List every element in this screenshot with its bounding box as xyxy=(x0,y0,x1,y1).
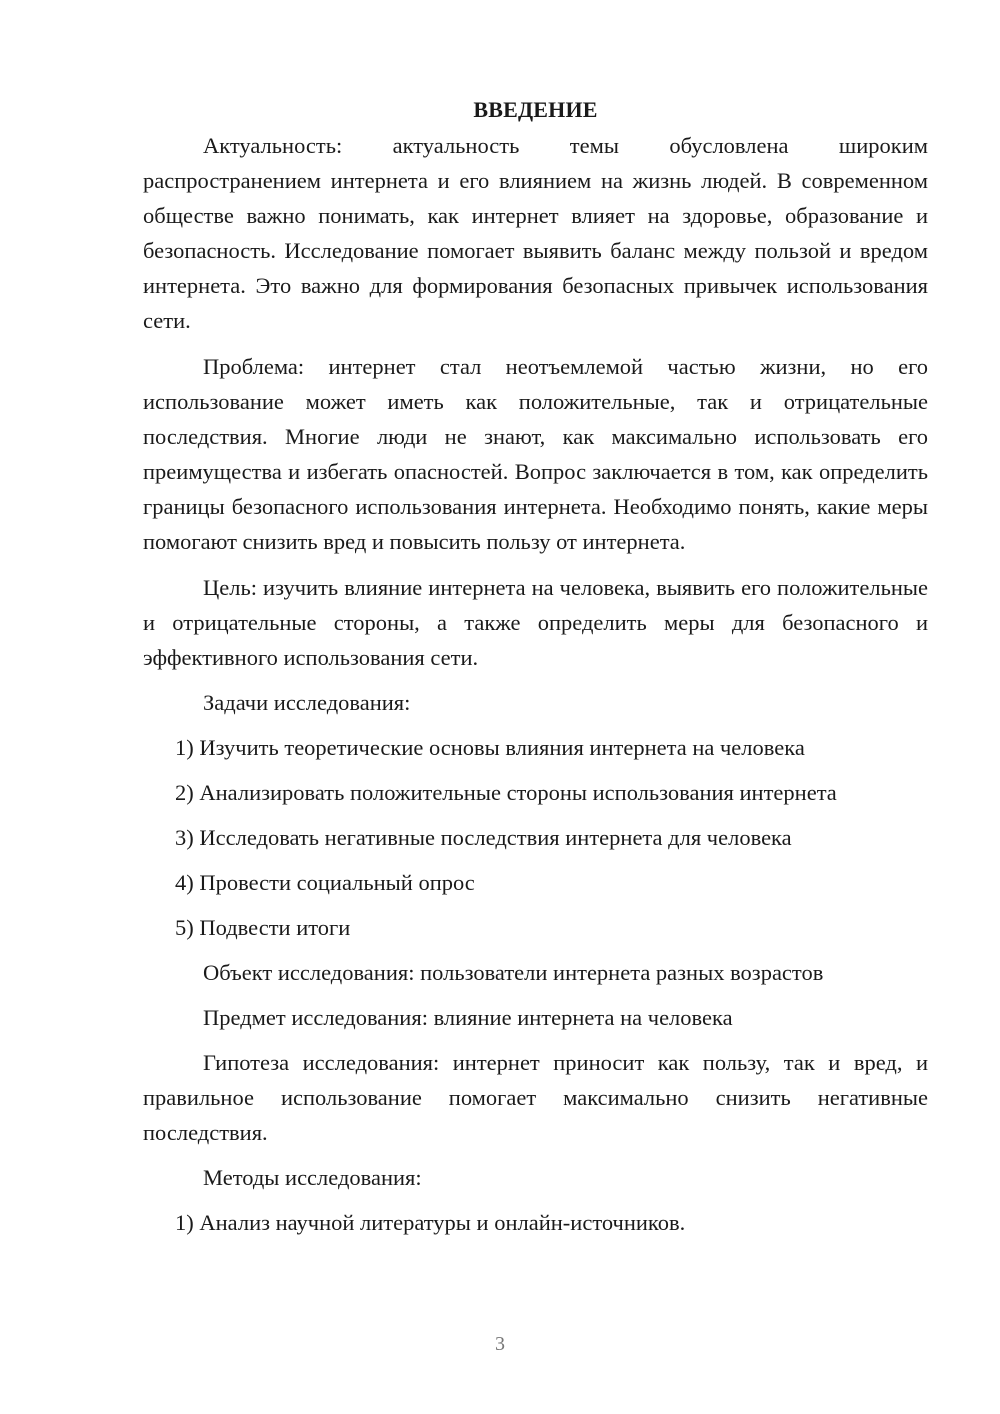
task-item: 2) Анализировать положительные стороны использования интернета xyxy=(175,780,837,805)
task-item: 1) Изучить теоретические основы влияния интернета на человека xyxy=(175,735,805,760)
hypothesis-paragraph: Гипотеза исследования: интернет приносит как пользу, так и вред, и правильное использование помогает максимально снизить негативные последствия. xyxy=(143,1050,928,1145)
tasks-heading: Задачи исследования: xyxy=(203,690,411,715)
relevance-paragraph: Актуальность: актуальность темы обусловлена широким распространением интернета и его влиянием на жизнь людей. В современном обществе важно понимать, как интернет влияет на здоровье, образование и безопасность. Исследование помогает выявить баланс между пользой и вредом интернета. Это важно для формирования безопасных привычек использования сети. xyxy=(143,133,928,333)
object-line: Объект исследования: пользователи интернета разных возрастов xyxy=(203,960,824,985)
goal-paragraph: Цель: изучить влияние интернета на человека, выявить его положительные и отрицательные стороны, а также определить меры для безопасного и эффективного использования сети. xyxy=(143,575,928,670)
task-item: 3) Исследовать негативные последствия интернета для человека xyxy=(175,825,792,850)
section-title: ВВЕДЕНИЕ xyxy=(473,97,598,122)
tasks-list xyxy=(143,730,928,945)
subject-line: Предмет исследования: влияние интернета на человека xyxy=(203,1005,733,1030)
method-item: 1) Анализ научной литературы и онлайн-источников. xyxy=(175,1210,686,1235)
document-page xyxy=(143,92,928,1240)
task-item: 5) Подвести итоги xyxy=(175,915,351,940)
task-item: 4) Провести социальный опрос xyxy=(175,870,475,895)
methods-heading: Методы исследования: xyxy=(203,1165,422,1190)
problem-paragraph: Проблема: интернет стал неотъемлемой частью жизни, но его использование может иметь как положительные, так и отрицательные последствия. Многие люди не знают, как максимально использовать его преимущества и избегать опасностей. Вопрос заключается в том, как определить границы безопасного использования интернета. Необходимо понять, какие меры помогают снизить вред и повысить пользу от интернета. xyxy=(143,354,928,554)
page-number: 3 xyxy=(495,1333,505,1355)
methods-list xyxy=(143,1205,928,1240)
